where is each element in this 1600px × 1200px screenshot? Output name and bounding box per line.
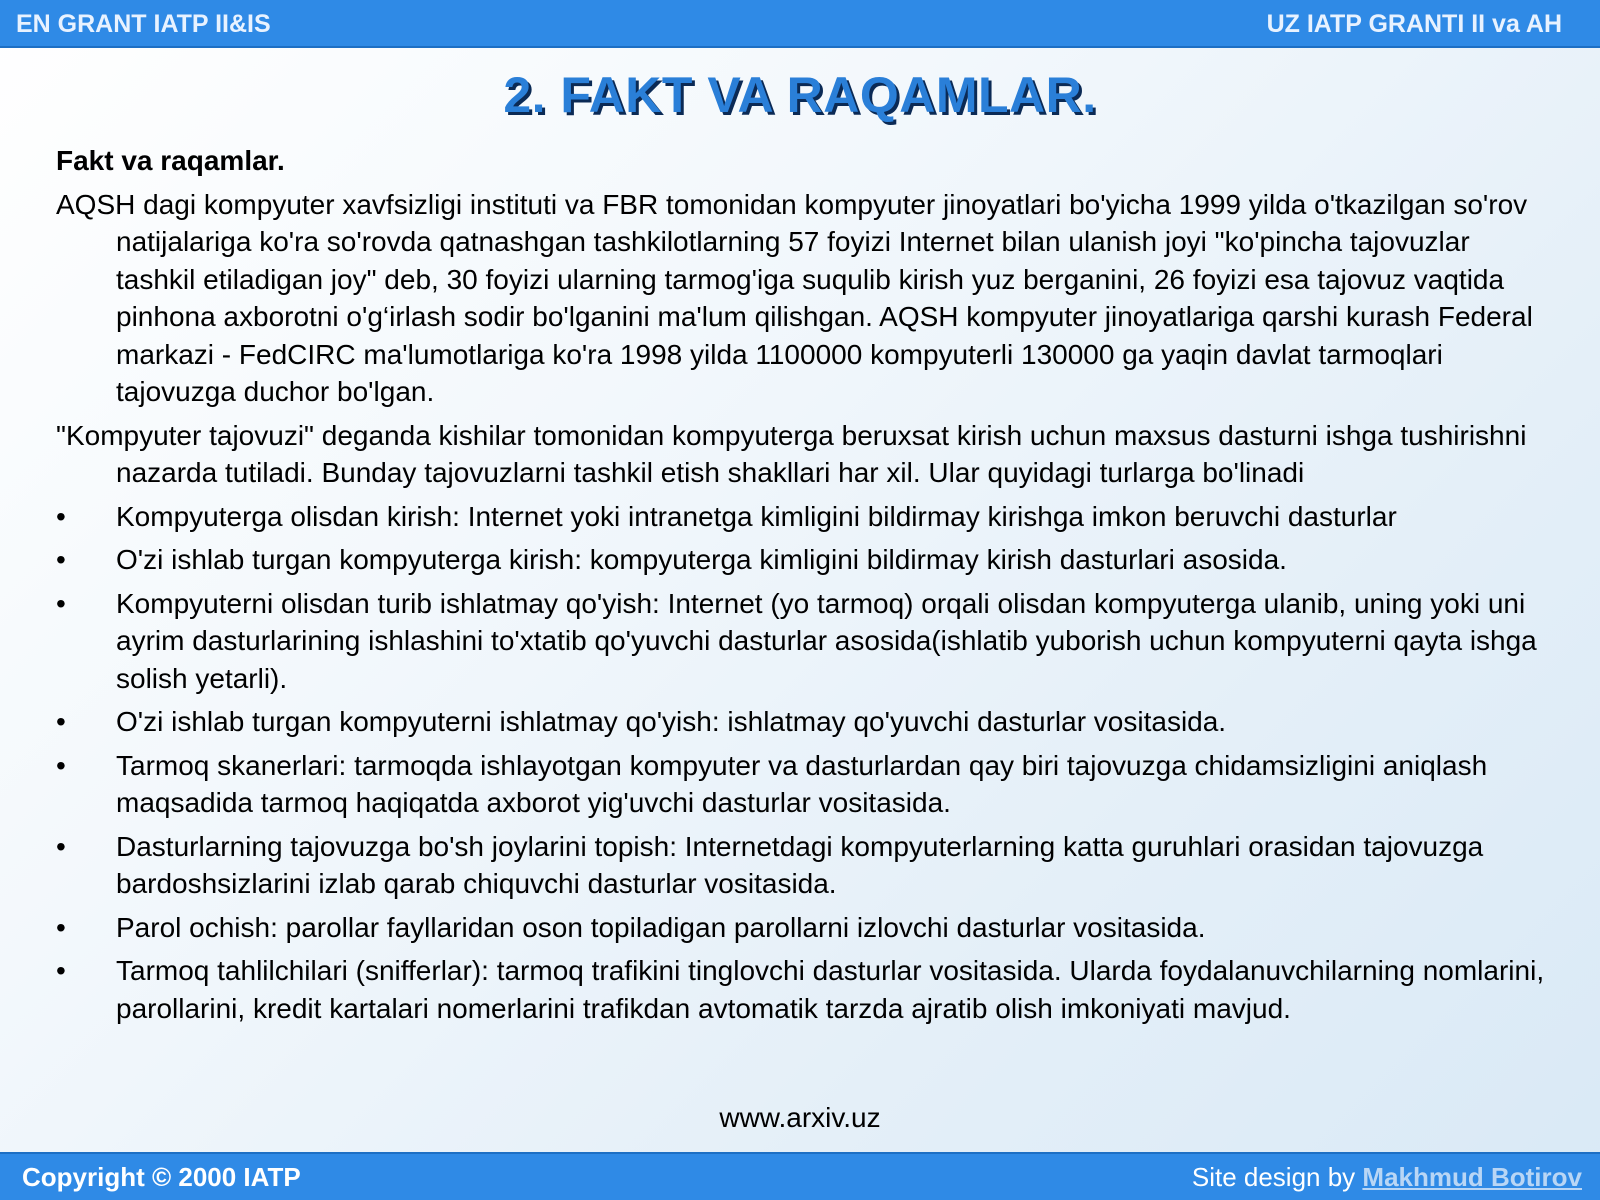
slide-title: 2. FAKT VA RAQAMLAR. xyxy=(503,67,1097,123)
paragraph-statistics: AQSH dagi kompyuter xavfsizligi instituti va FBR tomonidan kompyuter jinoyatlari bo'yicha 1999 yilda o'tkazilgan so'rov natijalariga ko'ra so'rovda qatnashgan tashkilotlarning 57 foyizi Internet bilan ulanish joyi "ko'pincha tajovuzlar tashkil etiladigan joy" deb, 30 foyizi ularning tarmog'iga suqulib kirish yuz berganini, 26 foyizi esa tajovuz vaqtida pinhona axborotni o'g‘irlash sodir bo'lganini ma'lum qilishgan. AQSH kompyuter jinoyatlariga qarshi kurash Federal markazi - FedCIRC ma'lumotlariga ko'ra 1998 yilda 1100000 kompyuterli 130000 ga yaqin davlat tarmoqlari tajovuzga duchor bo'lgan. xyxy=(56,188,1533,407)
list-item xyxy=(56,498,1546,536)
list-item-text: Kompyuterga olisdan kirish: Internet yoki intranetga kimligini bildirmay kirishga imkon beruvchi dasturlar xyxy=(116,500,1397,532)
bullet-icon: • xyxy=(56,544,66,575)
list-item xyxy=(56,541,1546,579)
design-credit xyxy=(1192,1162,1582,1193)
list-item xyxy=(56,828,1546,903)
bullet-icon: • xyxy=(56,587,66,619)
copyright-text: Copyright © 2000 IATP xyxy=(22,1162,301,1192)
top-banner xyxy=(0,0,1600,48)
list-item xyxy=(56,909,1546,947)
list-item xyxy=(56,585,1546,698)
bullet-icon: • xyxy=(56,500,66,532)
bullet-icon: • xyxy=(56,830,66,862)
designer-link[interactable]: Makhmud Botirov xyxy=(1362,1162,1582,1192)
list-item-text: Kompyuterni olisdan turib ishlatmay qo'yish: Internet (yo tarmoq) orqali olisdan kompyuterga ulanib, uning yoki uni ayrim dasturlarining ishlashini to'xtatib qo'yuvchi dasturlar asosida(ishlatib yuborish uchun kompyuterni qayta ishga solish yetarli). xyxy=(116,587,1537,694)
list-item xyxy=(56,747,1546,822)
bullet-icon: • xyxy=(56,911,66,943)
section-subheading: Fakt va raqamlar. xyxy=(56,145,285,176)
bullet-icon: • xyxy=(56,955,66,986)
list-item-text: Tarmoq tahlilchilari (snifferlar): tarmoq trafikini tinglovchi dasturlar vositasida. Ularda foydalanuvchilarning nomlarini, parollarini, kredit kartalari nomerlarini trafikdan avtomatik tarzda ajratib olish imkoniyati mavjud. xyxy=(116,955,1545,1024)
header-right-label: UZ IATP GRANTI II va AH xyxy=(1266,10,1562,38)
list-item xyxy=(56,952,1546,1027)
slide-content xyxy=(56,142,1546,1033)
list-item-text: Dasturlarning tajovuzga bo'sh joylarini topish: Internetdagi kompyuterlarning katta guruhlari orasidan tajovuzga bardoshsizlarini izlab qarab chiquvchi dasturlar vositasida. xyxy=(116,830,1484,899)
site-url: www.arxiv.uz xyxy=(719,1102,881,1133)
design-credit-prefix: Site design by xyxy=(1191,1162,1363,1192)
header-left-label: EN GRANT IATP II&IS xyxy=(16,10,271,38)
bullet-icon: • xyxy=(56,749,66,781)
paragraph-definition: "Kompyuter tajovuzi" deganda kishilar tomonidan kompyuterga beruxsat kirish uchun maxsus dasturni ishga tushirishni nazarda tutiladi. Bunday tajovuzlarni tashkil etish shakllari har xil. Ular quyidagi turlarga bo'linadi xyxy=(56,419,1527,488)
list-item-text: Parol ochish: parollar fayllaridan oson topiladigan parollarni izlovchi dasturlar vositasida. xyxy=(116,911,1206,943)
footer-banner xyxy=(0,1152,1600,1200)
attack-types-list xyxy=(56,498,1546,1028)
list-item-text: O'zi ishlab turgan kompyuterni ishlatmay qo'yish: ishlatmay qo'yuvchi dasturlar vositasida. xyxy=(116,706,1227,737)
list-item xyxy=(56,703,1546,741)
list-item-text: Tarmoq skanerlari: tarmoqda ishlayotgan kompyuter va dasturlardan qay biri tajovuzga chidamsizligini aniqlash maqsadida tarmoq haqiqatda axborot yig'uvchi dasturlar vositasida. xyxy=(116,749,1488,818)
list-item-text: O'zi ishlab turgan kompyuterga kirish: kompyuterga kimligini bildirmay kirish dasturlari asosida. xyxy=(116,544,1287,575)
bullet-icon: • xyxy=(56,706,66,737)
